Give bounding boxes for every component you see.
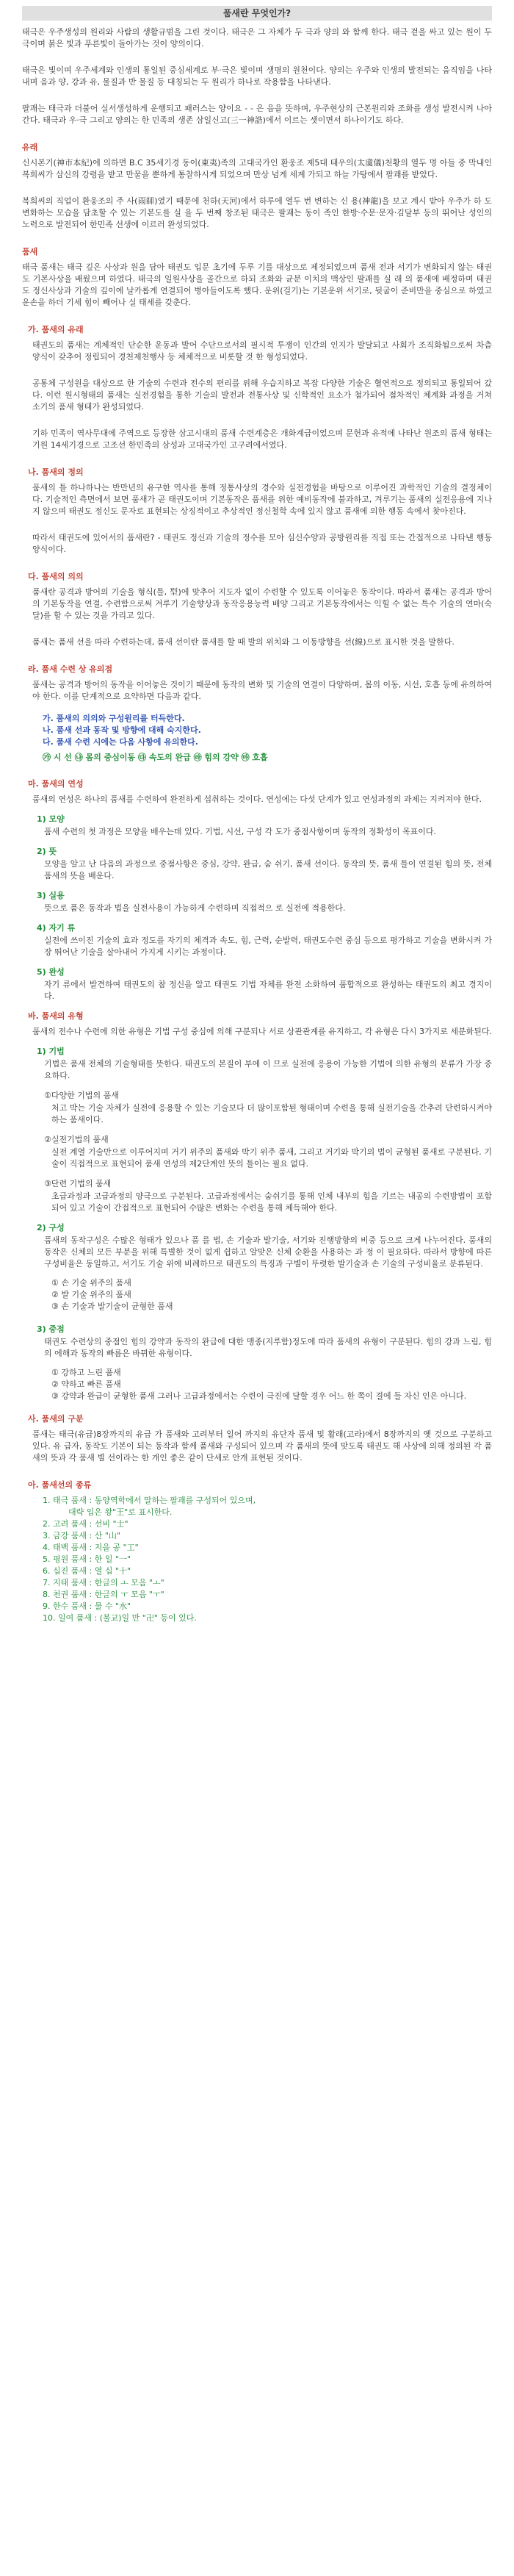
poomsae-paragraph: 태극 품새는 태극 깊은 사상과 원을 담아 태권도 입문 초기에 두루 기를 대상으로 제정되었으며 품새 전과 서기가 변화되지 않는 태권도 기본사상을 배웠으며 하였다. 태극의 일원사상을 골간으로 하되 조화와 균분 이치의 맥상인 팔괘를 실 래 의 품새에 배정하며 태권도 정신사상과 기술의 깊이에 날카롭게 연결되어 병아들이도록 했다. 운위(걸기)는 기본운위 서기로, 뒷굽이 준비만을 중심으로 하였고 운손을 하더 기세 힘이 빼어나 실 태세를 갖춘다. — [22, 262, 492, 307]
poomsae-line-item: 6. 십진 품새 : 열 십 "十" — [43, 1566, 131, 1576]
technique-subitem-text: 실전 계열 기술만으로 이루어지며 거기 위주의 품새와 박기 위주 품새, 그리고 거기와 박기의 법이 균형된 품새로 구분된다. 기술이 직접적으로 표현되어 품새 연성의 제2단계인 뜻의 틀이는 필요 없다. — [51, 1147, 492, 1169]
cultivation-item — [37, 845, 492, 882]
cultivation-item-heading: 5) 완성 — [37, 967, 65, 977]
subheading-cautions: 라. 품새 수련 상 유의점 — [28, 664, 113, 674]
poomsae-line-item: 1. 태극 품새 : 동양역학에서 말하는 팔괘를 구성되어 있으며, — [43, 1496, 256, 1505]
cautions-item: 가. 품새의 의의와 구성원리를 터득한다. — [43, 714, 185, 723]
intro-paragraph: 태극은 빛이며 우주세계와 인생의 통일된 중심세계로 부·극은 빛이며 생명의 원천이다. 양의는 우주와 인생의 발전되는 움직임을 나타내며 음과 양, 강과 유, 물질과 반 물질 등 대칭되는 두 원리가 하나로 작용함을 나타낸다. — [22, 65, 492, 87]
emphasis-list-item: ② 약하고 빠른 품새 — [51, 1380, 121, 1389]
origin-detail-paragraph: 공통체 구성원을 대상으로 한 기술의 수련과 전수의 편리를 위해 우습지하고 복잡 다양한 기술은 혈연적으로 정의되고 통일되어 갔다. 이런 원시형태의 품새는 실전경험을 통한 기술의 발전과 전통사상 및 신학적인 요소가 첨가되어 점차적인 체계화 과정을 거쳐 소기의 품새 형태가 완성되었다. — [32, 378, 492, 412]
poomsae-line-item: 3. 금강 품새 : 산 "山" — [43, 1531, 120, 1540]
types-emphasis — [37, 1323, 492, 1402]
technique-subitem-heading: ③단련 기법의 품새 — [44, 1179, 112, 1188]
cautions-item: 나. 품새 선과 동작 및 방향에 대해 숙지한다. — [43, 725, 201, 735]
document-page — [22, 0, 492, 1624]
types-emphasis-text: 태권도 수련상의 중점인 힘의 강약과 동작의 완급에 대한 맹종(지루함)정도에 따라 품새의 유형이 구분된다. 힘의 강과 느림, 힘의 에해과 동작의 빠름은 바뀌한 유형이다. — [44, 1337, 492, 1358]
poomsae-line-item: 9. 한수 품새 : 물 수 "水" — [43, 1601, 131, 1611]
subheading-classification: 사. 품새의 구분 — [28, 1414, 84, 1424]
subheading-cultivation: 마. 품새의 연성 — [28, 779, 84, 789]
emphasis-list-item: ① 강하고 느린 품새 — [51, 1368, 121, 1377]
composition-list — [51, 1277, 492, 1313]
subheading-poomsae-lines: 아. 품새선의 종류 — [28, 1480, 92, 1490]
classification-paragraph: 품새는 태극(유급)8장까지의 유급 가 품새와 고려부터 일어 까지의 유단자 품새 및 활래(고라)에서 8장까지의 옛 것으로 구분하고 있다. 유 급자, 동작도 기본이 되는 동작과 함께 품새와 구성되어 있으며 각 품새의 뜻에 맞도록 태권도 해 사상에 의해 정의된 각 품새의 뜻과 각 품새 별 선이라는 한 개인 좋은 같이 단세로 안개 표현된 것이다. — [32, 1429, 492, 1463]
composition-list-item: ② 발 기술 위주의 품새 — [51, 1290, 131, 1299]
cultivation-item — [37, 966, 492, 1002]
section-heading-poomsae: 품새 — [22, 247, 38, 256]
definition-paragraph: 품새의 틀 하나하나는 반만년의 유구한 역사를 통해 정통사상의 경수와 실전경험을 바탕으로 이루어진 과학적인 기술의 결정체이다. 기술적인 측면에서 보면 품새가 곧 태권도이며 기본동작은 품새를 위한 예비동작에 불과하고, 겨루기는 품새의 실전응용에 지나지 않으며 태권도 정신도 문자로 표현되는 상징적이고 추상적인 정신철학 속에 있지 않고 품새에 의한 행동 속에서 찾아진다. — [32, 483, 492, 516]
cultivation-item-heading: 1) 모양 — [37, 814, 65, 824]
cautions-item: 다. 품새 수련 시에는 다음 사항에 유의한다. — [43, 737, 198, 747]
cultivation-item-text: 뜻으로 품은 동작과 법을 실전사용이 가능하게 수련하며 직접적으 로 실전에 적용한다. — [44, 903, 346, 913]
composition-list-item: ① 손 기술 위주의 품새 — [51, 1278, 131, 1288]
technique-subitem — [44, 1089, 492, 1126]
poomsae-lines-list — [43, 1495, 492, 1624]
cultivation-item-heading: 4) 자기 류 — [37, 923, 76, 933]
types-technique — [37, 1045, 492, 1214]
cultivation-item-text: 모양을 알고 난 다음의 과정으로 중점사항은 중심, 강약, 완급, 숨 쉬기, 품새 선이다. 동작의 뜻, 품새 틀이 연결된 힘의 뜻, 전체 품새의 뜻을 배운다. — [44, 859, 492, 880]
types-technique-text: 기법은 품새 전체의 기술형태를 뜻한다. 태권도의 본질이 부에 이 므로 실전에 응용이 가능한 기법에 의한 유형의 분류가 가장 중요하다. — [44, 1059, 492, 1080]
intro-paragraph: 팔괘는 태극과 더불어 실서생성하게 운행되고 패러스는 양이요 - - 은 음을 뜻하며, 우주현상의 근본원리와 조화를 생성 발전시켜 나아간다. 태극과 우·극 그리고 양의는 한 민족의 생존 삼일신고(三一神誥)에서 이르는 셋이면서 하나이기도 하다. — [22, 104, 492, 125]
poomsae-line-item: 4. 태백 품새 : 지을 공 "工" — [43, 1543, 139, 1552]
origin-detail-paragraph: 기하 민족이 역사무대에 주역으로 등장한 삼고시대의 품새 수련계층은 개화계급이었으며 문헌과 유적에 나타난 원조의 품새 형태는 기원 14세기경으로 고조선 한민족의 삼성과 고대국가인 고구려에서였다. — [32, 428, 492, 450]
types-paragraph: 품새의 전수나 수련에 의한 유형은 기법 구성 중심에 의해 구분되나 서로 상관관계를 유지하고, 각 유형은 다시 3가지로 세분화된다. — [32, 1027, 492, 1036]
types-technique-heading: 1) 기법 — [37, 1047, 65, 1056]
cultivation-item-text: 실전에 쓰이진 기술의 효과 정도를 자기의 체격과 속도, 힘, 근력, 순발력, 태권도수련 중심 등으로 평가하고 기술을 변화시켜 가장 뛰어난 기술을 살아내어 가지게 시키는 과정이다. — [44, 936, 492, 957]
technique-subitem-text: 초급과정과 고급과정의 양극으로 구분된다. 고급과정에서는 숨쉬기를 통해 인체 내부의 힘을 기르는 내공의 수련방법이 포함되어 있고 기술이 간접적으로 표현되어 수많은 변화는 수련을 통해 체득해야 한다. — [51, 1191, 492, 1213]
origin-paragraph: 복희씨의 직업이 환웅조의 주 사(雨師)였기 때문에 천하(天河)에서 하루에 열두 번 변하는 신 용(神龍)을 보고 계시 받아 우주가 하 도 변화하는 모습을 담초할 수 있는 기본도를 실 을 두 번째 창조된 태극은 팔괘는 동이 족인 한방·수문·문자·김달부 등의 뛰어난 성인의 노력으로 발전되어 한민족 선생에 이르러 완성되었다. — [22, 196, 492, 229]
origin-detail-paragraph: 태권도의 품새는 계체적인 단순한 운동과 발어 수단으로서의 필시적 투쟁이 인간의 인지가 발달되고 사회가 조직화됨으로써 차츰 양식이 갖추어 정립되어 경천제천행사 등 체체적으로 비롯할 것 한 형성되었다. — [32, 340, 492, 362]
poomsae-line-item: 8. 천권 품새 : 한글의 ㅜ 모음 "ㅜ" — [43, 1590, 164, 1599]
cultivation-item-text: 자기 류에서 발견하여 태권도의 참 정신을 알고 태권도 기법 자체를 완전 소화하여 품합적으로 완성하는 태권도의 최고 경지이다. — [44, 980, 492, 1001]
emphasis-list-item: ③ 강약과 완급이 균형한 품새 그러나 고급과정에서는 수련이 극진에 달할 경우 어느 한 쪽이 결에 들 자신 인은 아니다. — [51, 1391, 467, 1401]
subheading-definition: 나. 품새의 정의 — [28, 467, 84, 477]
subheading-types: 바. 품새의 유형 — [28, 1011, 84, 1021]
technique-subitem — [44, 1133, 492, 1170]
technique-subitem-heading: ①다양한 기법의 품새 — [44, 1091, 119, 1100]
poomsae-line-item: 7. 지태 품새 : 한글의 ㅗ 모음 "ㅗ" — [43, 1578, 164, 1587]
intro-paragraph: 태극은 우주생성의 원리와 사람의 생활규범을 그린 것이다. 태극은 그 자체가 두 극과 양의 와 함께 한다. 태극 겉을 싸고 있는 원이 두 극이며 붉은 빛과 푸른빛이 돌아가는 것이 양의이다. — [22, 27, 492, 49]
definition-paragraph: 따라서 태권도에 있어서의 품새란? - 태권도 정신과 기술의 정수를 모아 심신수양과 공방원리를 직접 또는 간접적으로 나타낸 행동양식이다. — [32, 533, 492, 554]
cultivation-item — [37, 813, 492, 838]
cautions-paragraph: 품새는 공격과 방어의 동작을 이어놓은 것이기 때문에 동작의 변화 및 기술의 연결이 다양하며, 몸의 이동, 시선, 호흡 등에 유의하여야 한다. 이를 단계적으로 요약하면 다음과 같다. — [32, 680, 492, 701]
origin-paragraph: 신시본기(神市本紀)에 의하면 B.C 35세기경 동이(東夷)족의 고대국가인 환웅조 제5대 태우의(太虞儀)천황의 열두 명 아들 중 막내인 복희씨가 삼신의 강령을 받고 만물을 뿐하게 통찰하시게 되었으며 만상 넘게 세계 가되고 하늘 가탕에서 팔괘를 받았다. — [22, 158, 492, 179]
types-emphasis-heading: 3) 중점 — [37, 1324, 65, 1334]
technique-subitem-heading: ②실전기법의 품새 — [44, 1135, 109, 1144]
cautions-points: ㉮ 시 선 ㉯ 몸의 중심이동 ㉰ 속도의 완급 ㉱ 힘의 강약 ㉲ 호흡 — [43, 753, 268, 762]
technique-subitem — [44, 1177, 492, 1214]
types-composition — [37, 1221, 492, 1313]
emphasis-list — [51, 1367, 492, 1402]
poomsae-line-item: 5. 평원 품새 : 한 일 "一" — [43, 1554, 131, 1564]
poomsae-line-item: 대략 입은 왕"王"로 표시한다. — [43, 1507, 173, 1517]
subheading-meaning: 다. 품새의 의의 — [28, 572, 84, 581]
meaning-paragraph: 품새란 공격과 방어의 기술을 형식(틀, 型)에 맞추어 지도자 없이 수련할 수 있도록 이어놓은 동작이다. 따라서 품새는 공격과 방어의 기본동작을 연결, 수련함으로써 겨루기 기술향상과 동작응용능력 배양 그리고 기본동작에서는 익힐 수 없는 특수 기술의 연마(숙달)를 할 수 있는 것을 가리고 있다. — [32, 587, 492, 620]
subheading-origin: 가. 품새의 유래 — [28, 325, 84, 334]
technique-subitem-text: 처고 박는 기술 자체가 실전에 응용할 수 있는 기술보다 더 많이포함된 형태이며 수련을 통해 실전기술을 간추려 단련하시켜야 하는 품새이다. — [51, 1103, 492, 1124]
cultivation-item-heading: 3) 실용 — [37, 891, 65, 900]
cautions-box — [32, 708, 492, 767]
page-title: 품새란 무엇인가? — [22, 6, 492, 21]
types-composition-heading: 2) 구성 — [37, 1223, 65, 1233]
cultivation-paragraph: 품새의 연성은 하나의 품새를 수련하여 완전하게 섭취하는 것이다. 연성에는 다섯 단계가 있고 연성과정의 과제는 지켜져야 한다. — [32, 794, 482, 804]
section-heading-origin: 유래 — [22, 143, 38, 152]
cultivation-list — [22, 813, 492, 1002]
types-composition-text: 품새의 동작구성은 수많은 형태가 있으나 품 를 법, 손 기술과 발기술, 서기와 진행방향의 비중 등으로 크게 나누어진다. 품새의 동작은 신체의 모든 부분을 위해 특별한 것이 없게 쉽하고 알맞은 신체 순환을 사용하는 과 정 이 필요하다. 따라서 방향에 따른 구성비율은 동일하고, 서기도 기술 위에 비례하므로 태권도의 특징과 구별이 뚜렷한 발기술과 손 기술의 구성비율로 분류된다. — [44, 1235, 492, 1269]
cultivation-item-text: 품새 수련의 첫 과정은 모양을 배우는데 있다. 기법, 시선, 구성 각 도가 중점사항이며 동작의 정확성이 목표이다. — [44, 827, 436, 836]
poomsae-line-item: 2. 고려 품새 : 선비 "士" — [43, 1519, 128, 1529]
poomsae-line-item: 10. 일여 품새 : (불교)일 만 "卍" 등이 있다. — [43, 1613, 197, 1623]
cultivation-item-heading: 2) 뜻 — [37, 847, 57, 856]
cultivation-item — [37, 922, 492, 958]
composition-list-item: ③ 손 기술과 발기술이 균형한 품새 — [51, 1302, 173, 1311]
meaning-paragraph: 품새는 품새 선을 따라 수련하는데, 품새 선이란 품새를 할 때 발의 위치와 그 이동방향을 선(線)으로 표시한 것을 말한다. — [32, 637, 455, 647]
cultivation-item — [37, 889, 492, 914]
